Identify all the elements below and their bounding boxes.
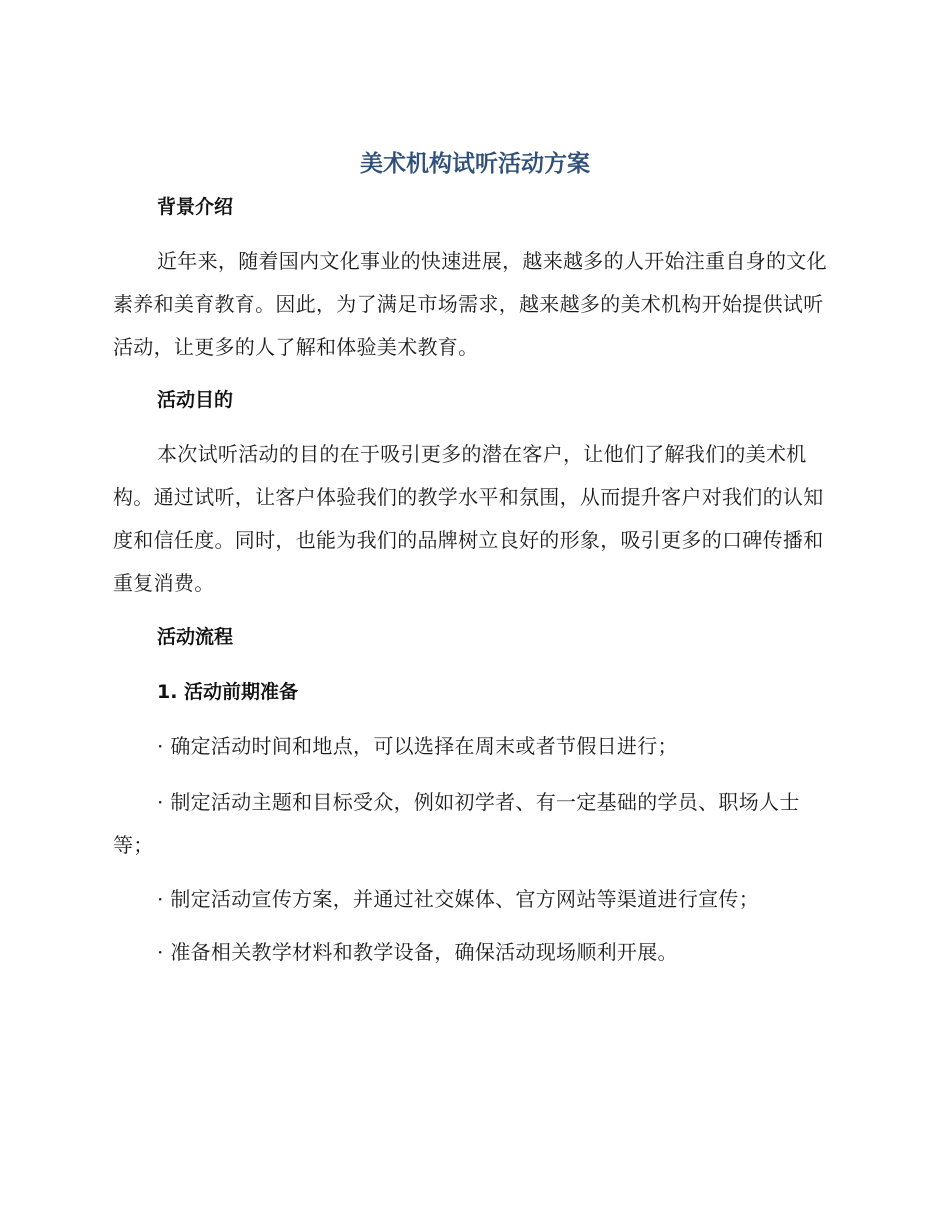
bullet-item: · 确定活动时间和地点，可以选择在周末或者节假日进行； xyxy=(157,734,678,758)
bullet-item: · 制定活动宣传方案，并通过社交媒体、官方网站等渠道进行宣传； xyxy=(157,887,760,911)
section-heading-purpose: 活动目的 xyxy=(157,389,234,411)
purpose-paragraph: 本次试听活动的目的在于吸引更多的潜在客户，让他们了解我们的美术机构。通过试听，让客户体验我们的教学水平和氛围，从而提升客户对我们的认知度和信任度。同时，也能为我们的品牌树立良好的形象，吸引更多的口碑传播和重复消费。 xyxy=(113,442,824,595)
bullet-item: · 制定活动主题和目标受众，例如初学者、有一定基础的学员、职场人士等； xyxy=(113,790,800,857)
background-paragraph: 近年来，随着国内文化事业的快速进展，越来越多的人开始注重自身的文化素养和美育教育。因此，为了满足市场需求，越来越多的美术机构开始提供试听活动，让更多的人了解和体验美术教育。 xyxy=(113,249,827,359)
subheading-preparation: 1. 活动前期准备 xyxy=(157,681,299,703)
bullet-item: · 准备相关教学材料和教学设备，确保活动现场顺利开展。 xyxy=(157,940,678,964)
section-heading-background: 背景介绍 xyxy=(157,196,234,218)
section-heading-process: 活动流程 xyxy=(157,626,234,648)
document-title: 美术机构试听活动方案 xyxy=(360,151,590,177)
